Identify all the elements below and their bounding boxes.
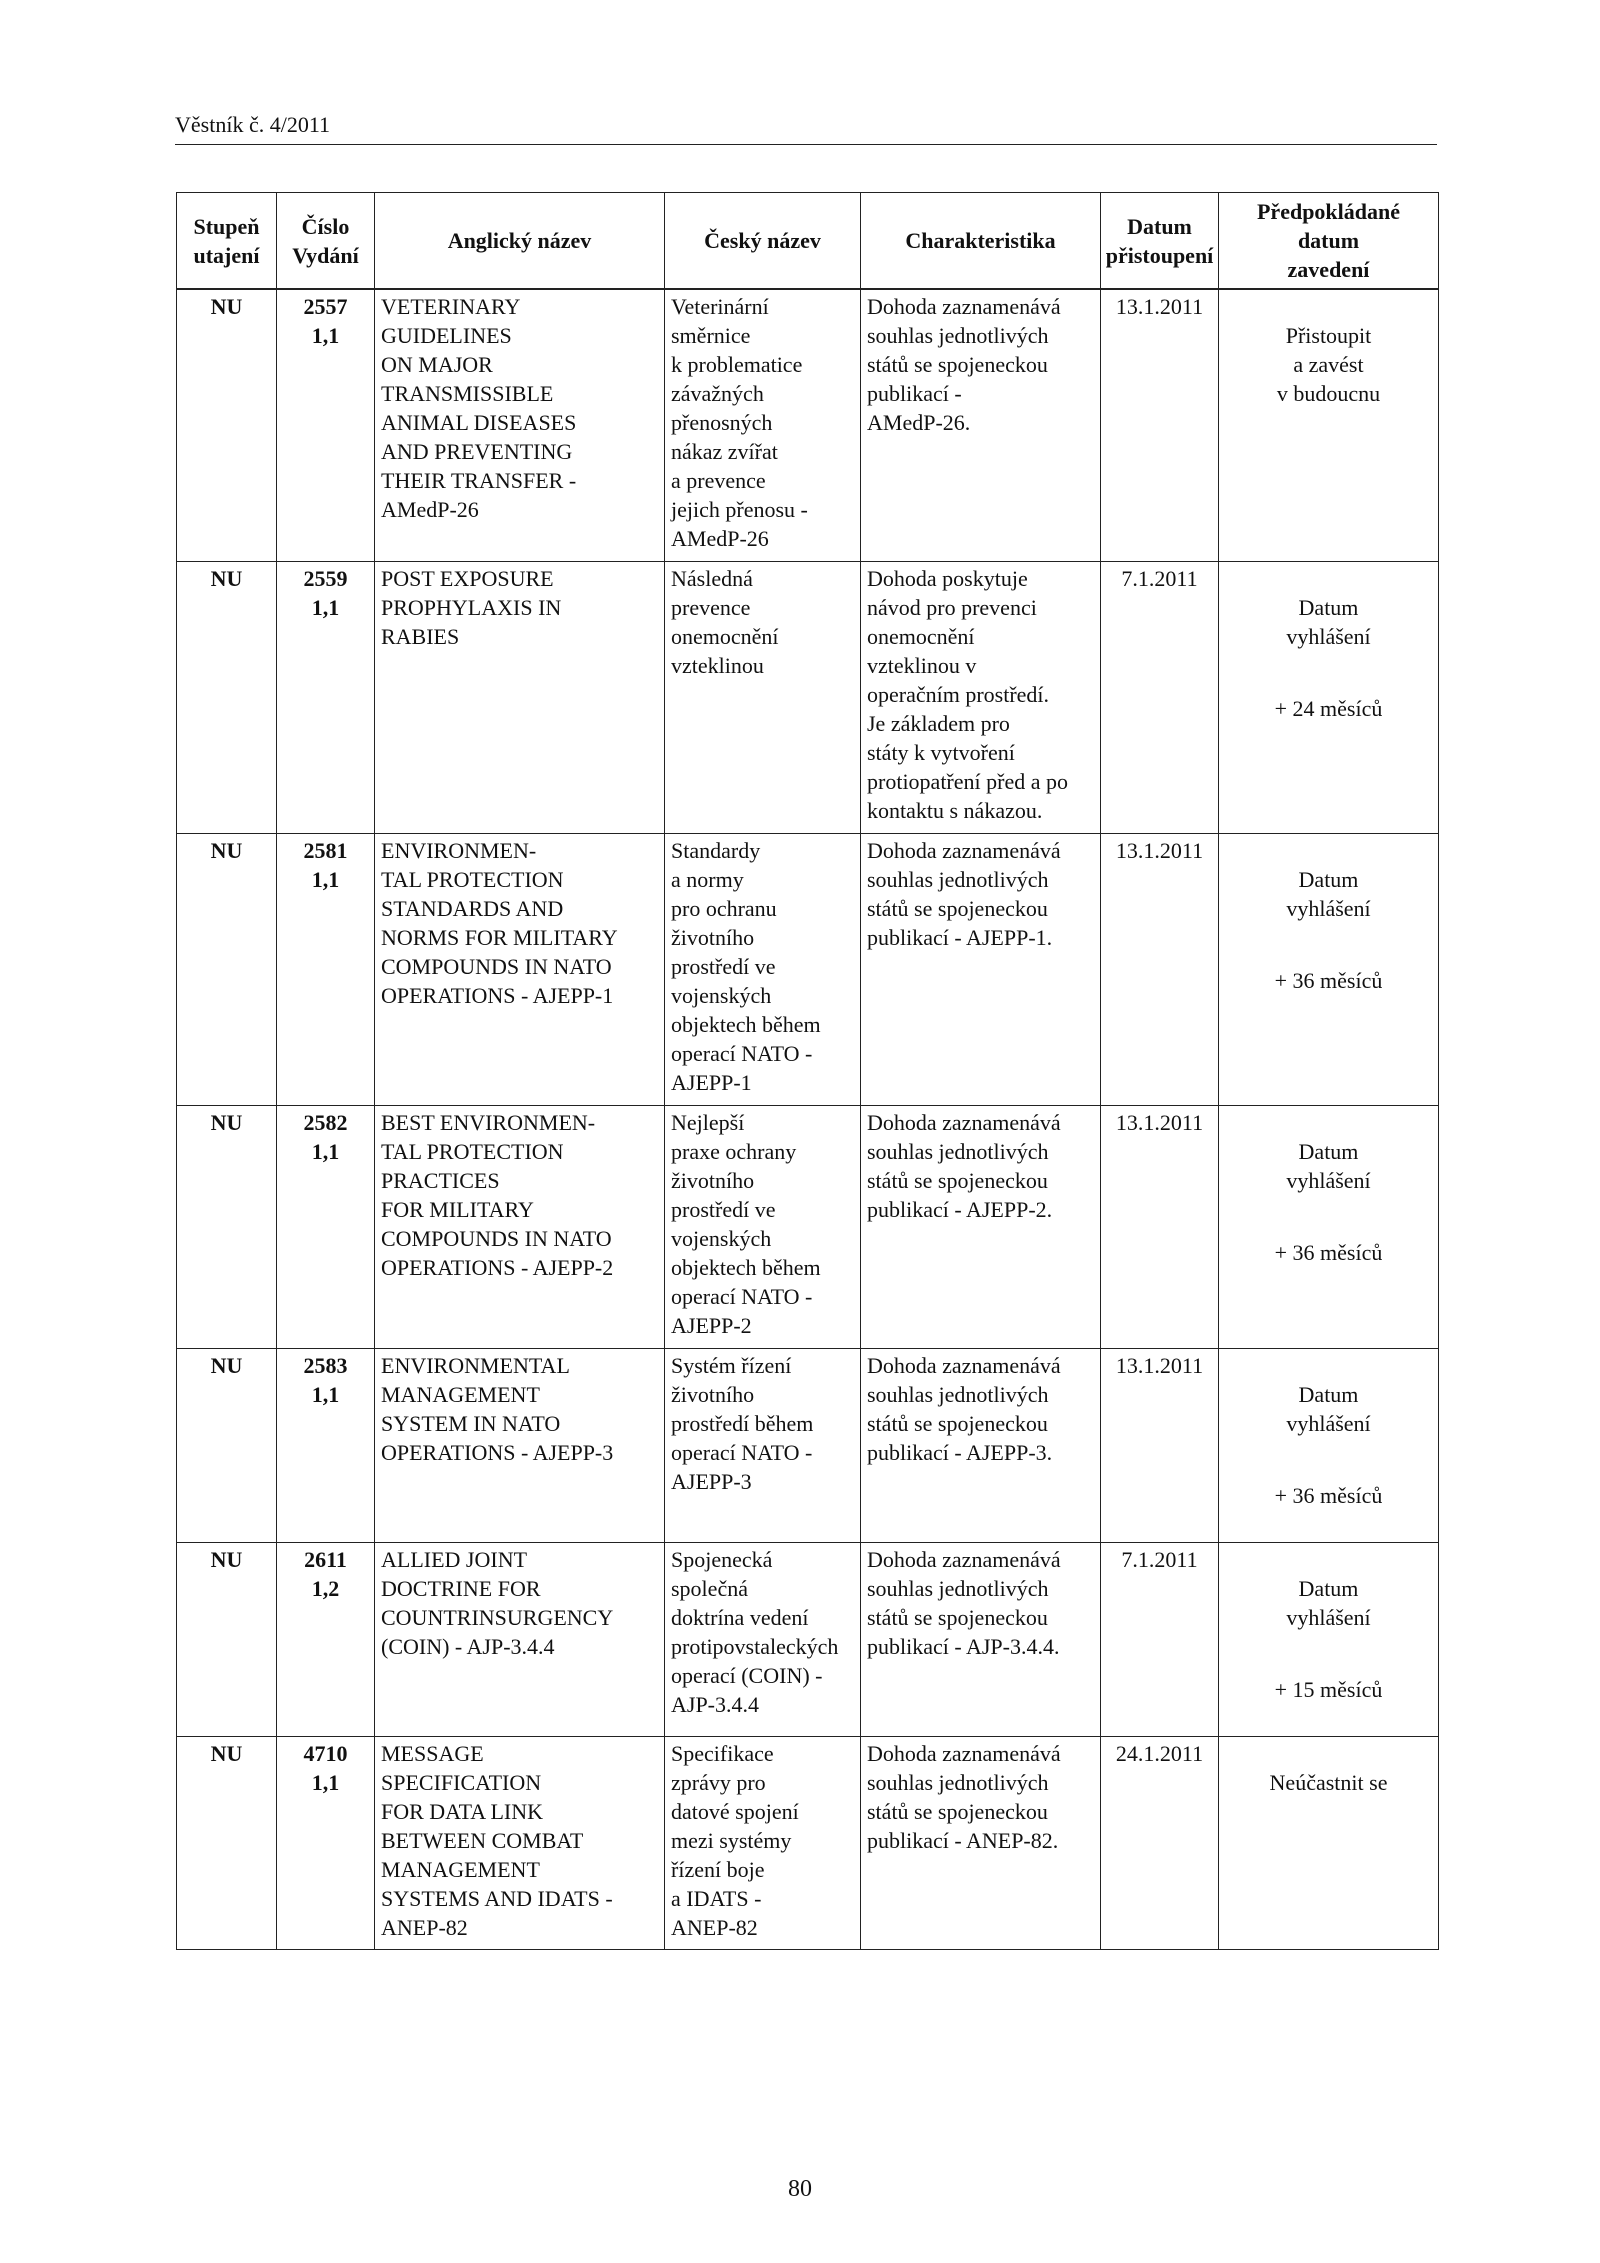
implementation-period: + 24 měsíců bbox=[1274, 695, 1383, 721]
cell-english-title: ALLIED JOINT DOCTRINE FOR COUNTRINSURGENCY (COIN) - AJP-3.4.4 bbox=[375, 1542, 665, 1736]
cell-english-title: BEST ENVIRONMEN- TAL PROTECTION PRACTICES FOR MILITARY COMPOUNDS IN NATO OPERATIONS - AJEPP-2 bbox=[375, 1105, 665, 1348]
table-row bbox=[177, 1105, 1439, 1348]
cell-ratification-date: 13.1.2011 bbox=[1101, 289, 1219, 561]
cell-czech-title: Specifikace zprávy pro datové spojení mezi systémy řízení boje a IDATS - ANEP-82 bbox=[665, 1736, 861, 1949]
cell-czech-title: Systém řízení životního prostředí během operací NATO - AJEPP-3 bbox=[665, 1348, 861, 1542]
header-czech-title: Český název bbox=[665, 193, 861, 290]
cell-ratification-date: 7.1.2011 bbox=[1101, 1542, 1219, 1736]
cell-number: 2581 1,1 bbox=[277, 833, 375, 1105]
header-ratification-date: Datum přistoupení bbox=[1101, 193, 1219, 290]
cell-ratification-date: 13.1.2011 bbox=[1101, 1105, 1219, 1348]
cell-number: 2583 1,1 bbox=[277, 1348, 375, 1542]
cell-classification: NU bbox=[177, 561, 277, 833]
cell-classification: NU bbox=[177, 1348, 277, 1542]
cell-classification: NU bbox=[177, 289, 277, 561]
cell-number: 4710 1,1 bbox=[277, 1736, 375, 1949]
cell-czech-title: Následná prevence onemocnění vzteklinou bbox=[665, 561, 861, 833]
cell-ratification-date: 24.1.2011 bbox=[1101, 1736, 1219, 1949]
cell-ratification-date: 13.1.2011 bbox=[1101, 833, 1219, 1105]
cell-number: 2557 1,1 bbox=[277, 289, 375, 561]
cell-characteristic: Dohoda zaznamenává souhlas jednotlivých států se spojeneckou publikací - ANEP-82. bbox=[861, 1736, 1101, 1949]
header-number: Číslo Vydání bbox=[277, 193, 375, 290]
cell-implementation bbox=[1219, 561, 1439, 833]
implementation-text: Datum vyhlášení bbox=[1286, 866, 1371, 921]
page-header bbox=[175, 112, 1437, 145]
header-english-title: Anglický název bbox=[375, 193, 665, 290]
implementation-text: Datum vyhlášení bbox=[1286, 594, 1371, 649]
page-number: 80 bbox=[788, 2176, 812, 2202]
cell-ratification-date: 7.1.2011 bbox=[1101, 561, 1219, 833]
cell-implementation bbox=[1219, 1348, 1439, 1542]
table-header-row bbox=[177, 193, 1439, 290]
implementation-text: Datum vyhlášení bbox=[1286, 1575, 1371, 1630]
cell-czech-title: Standardy a normy pro ochranu životního prostředí ve vojenských objektech během operací NATO - AJEPP-1 bbox=[665, 833, 861, 1105]
implementation-period: + 36 měsíců bbox=[1274, 1482, 1383, 1508]
table-row bbox=[177, 1542, 1439, 1736]
cell-characteristic: Dohoda zaznamenává souhlas jednotlivých států se spojeneckou publikací - AMedP-26. bbox=[861, 289, 1101, 561]
cell-english-title: POST EXPOSURE PROPHYLAXIS IN RABIES bbox=[375, 561, 665, 833]
cell-number: 2582 1,1 bbox=[277, 1105, 375, 1348]
implementation-text: Datum vyhlášení bbox=[1286, 1138, 1371, 1193]
cell-classification: NU bbox=[177, 833, 277, 1105]
cell-characteristic: Dohoda poskytuje návod pro prevenci onemocnění vzteklinou v operačním prostředí. Je základem pro státy k vytvoření protiopatření před a po kontaktu s nákazou. bbox=[861, 561, 1101, 833]
cell-implementation bbox=[1219, 1105, 1439, 1348]
cell-implementation bbox=[1219, 1736, 1439, 1949]
cell-implementation bbox=[1219, 289, 1439, 561]
cell-classification: NU bbox=[177, 1736, 277, 1949]
journal-title: Věstník č. 4/2011 bbox=[175, 112, 330, 137]
cell-english-title: ENVIRONMENTAL MANAGEMENT SYSTEM IN NATO OPERATIONS - AJEPP-3 bbox=[375, 1348, 665, 1542]
header-implementation-date: Předpokládané datum zavedení bbox=[1219, 193, 1439, 290]
header-characteristic: Charakteristika bbox=[861, 193, 1101, 290]
implementation-text: Neúčastnit se bbox=[1269, 1769, 1388, 1795]
table-row bbox=[177, 561, 1439, 833]
cell-characteristic: Dohoda zaznamenává souhlas jednotlivých států se spojeneckou publikací - AJEPP-1. bbox=[861, 833, 1101, 1105]
stanag-table bbox=[176, 192, 1439, 1950]
implementation-text: Datum vyhlášení bbox=[1286, 1381, 1371, 1436]
cell-czech-title: Nejlepší praxe ochrany životního prostředí ve vojenských objektech během operací NATO - AJEPP-2 bbox=[665, 1105, 861, 1348]
implementation-text: Přistoupit a zavést v budoucnu bbox=[1276, 323, 1381, 406]
cell-implementation bbox=[1219, 1542, 1439, 1736]
cell-number: 2611 1,2 bbox=[277, 1542, 375, 1736]
cell-english-title: VETERINARY GUIDELINES ON MAJOR TRANSMISSIBLE ANIMAL DISEASES AND PREVENTING THEIR TRANSFER - AMedP-26 bbox=[375, 289, 665, 561]
cell-characteristic: Dohoda zaznamenává souhlas jednotlivých států se spojeneckou publikací - AJEPP-3. bbox=[861, 1348, 1101, 1542]
cell-ratification-date: 13.1.2011 bbox=[1101, 1348, 1219, 1542]
table-row bbox=[177, 289, 1439, 561]
cell-characteristic: Dohoda zaznamenává souhlas jednotlivých států se spojeneckou publikací - AJEPP-2. bbox=[861, 1105, 1101, 1348]
table-row bbox=[177, 1348, 1439, 1542]
cell-english-title: ENVIRONMEN- TAL PROTECTION STANDARDS AND NORMS FOR MILITARY COMPOUNDS IN NATO OPERATIONS - AJEPP-1 bbox=[375, 833, 665, 1105]
implementation-period: + 15 měsíců bbox=[1274, 1676, 1383, 1702]
implementation-period: + 36 měsíců bbox=[1274, 967, 1383, 993]
cell-number: 2559 1,1 bbox=[277, 561, 375, 833]
cell-classification: NU bbox=[177, 1542, 277, 1736]
table-row bbox=[177, 1736, 1439, 1949]
cell-english-title: MESSAGE SPECIFICATION FOR DATA LINK BETWEEN COMBAT MANAGEMENT SYSTEMS AND IDATS - ANEP-82 bbox=[375, 1736, 665, 1949]
cell-czech-title: Spojenecká společná doktrína vedení protipovstaleckých operací (COIN) - AJP-3.4.4 bbox=[665, 1542, 861, 1736]
implementation-period: + 36 měsíců bbox=[1274, 1239, 1383, 1265]
header-classification: Stupeň utajení bbox=[177, 193, 277, 290]
cell-classification: NU bbox=[177, 1105, 277, 1348]
cell-czech-title: Veterinární směrnice k problematice závažných přenosných nákaz zvířat a prevence jejich přenosu - AMedP-26 bbox=[665, 289, 861, 561]
cell-implementation bbox=[1219, 833, 1439, 1105]
cell-characteristic: Dohoda zaznamenává souhlas jednotlivých států se spojeneckou publikací - AJP-3.4.4. bbox=[861, 1542, 1101, 1736]
table-row bbox=[177, 833, 1439, 1105]
